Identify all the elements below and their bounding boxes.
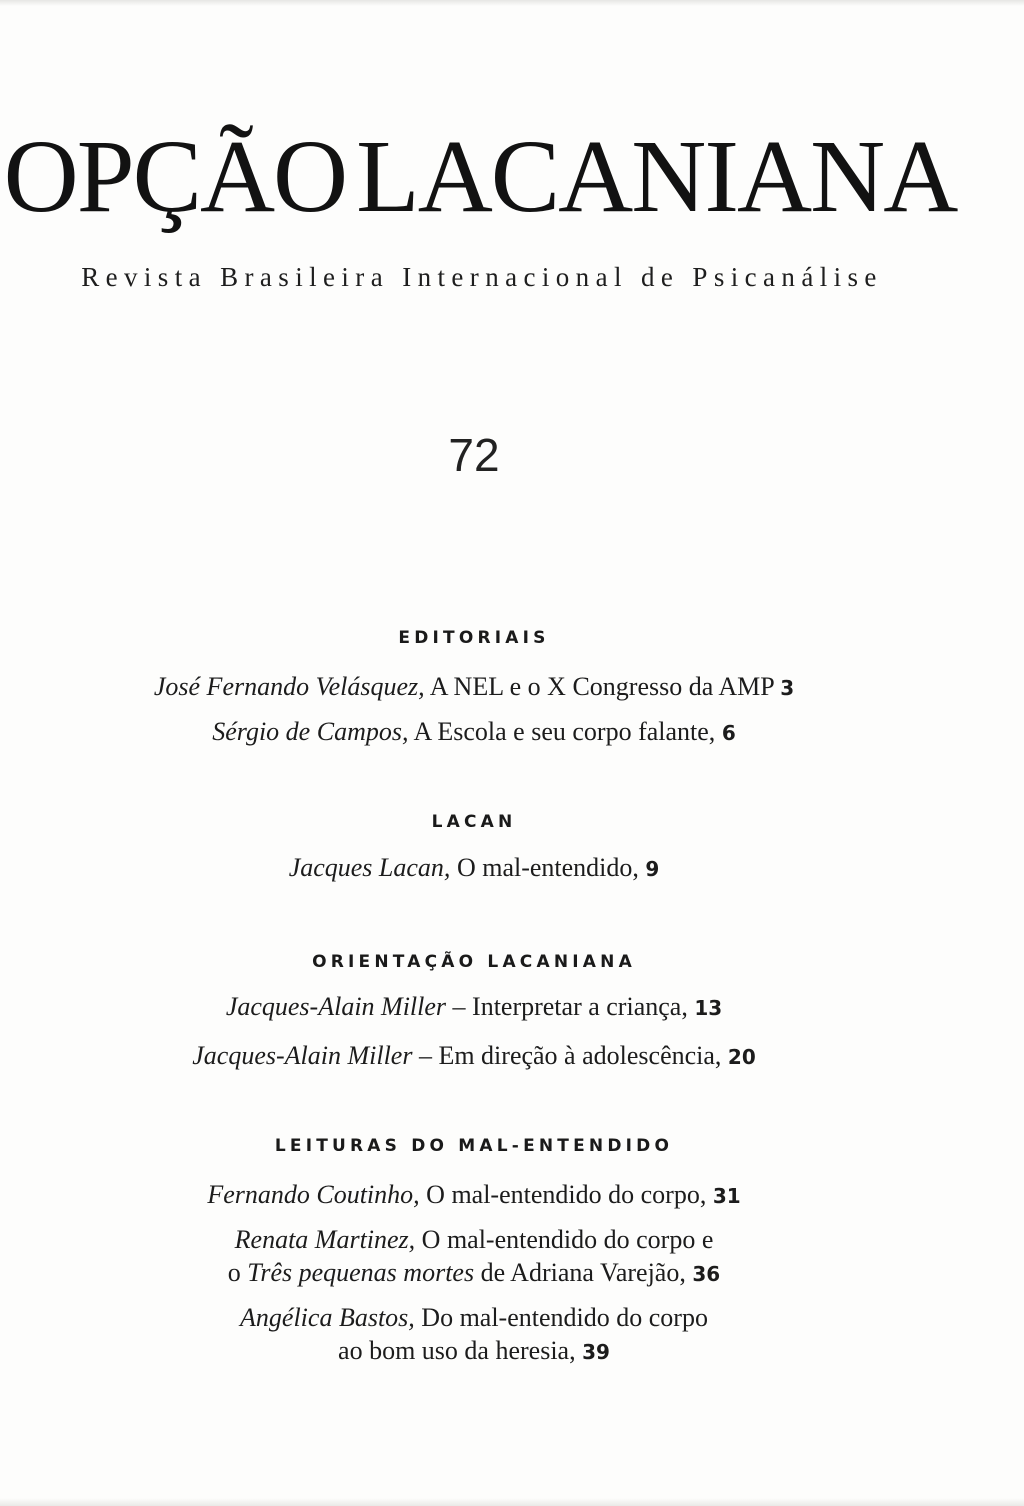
section-heading: ORIENTAÇÃO LACANIANA <box>312 952 636 972</box>
entry-page-number: 9 <box>645 857 660 881</box>
entry-title: O mal-entendido do corpo, <box>419 1180 713 1209</box>
issue-number: 72 <box>448 429 500 481</box>
toc-entry <box>0 990 948 1025</box>
entry-line-1 <box>0 1301 948 1334</box>
entry-title: O mal-entendido, <box>450 853 646 882</box>
toc-entry <box>0 851 948 886</box>
entry-author: Jacques-Alain Miller <box>225 992 447 1021</box>
section-heading: LACAN <box>431 812 517 832</box>
entry-title: A Escola e seu corpo falante, <box>408 717 722 746</box>
toc-entry <box>0 670 948 705</box>
journal-title-part-1: OPÇÃO <box>3 119 347 234</box>
entry-work-title: Três pequenas mortes <box>247 1258 475 1287</box>
section-editoriais <box>0 626 948 750</box>
toc-entry <box>0 1039 948 1074</box>
entry-page-number: 6 <box>721 721 736 745</box>
entry-line-1 <box>0 1223 948 1256</box>
entry-author: Fernando Coutinho, <box>207 1180 420 1209</box>
entry-title: – Em direção à adolescência, <box>412 1041 728 1070</box>
entry-author: Sérgio de Campos, <box>212 717 409 746</box>
entry-line-2 <box>0 1256 948 1291</box>
entry-title: – Interpretar a criança, <box>446 992 695 1021</box>
toc-entry <box>0 1301 948 1369</box>
toc-entry <box>0 1223 948 1291</box>
entry-title: A NEL e o X Congresso da AMP <box>424 672 781 701</box>
entry-title-suffix: de Adriana Varejão, <box>474 1258 693 1287</box>
entry-author: Renata Martinez, <box>234 1225 416 1254</box>
entry-title-suffix: ao bom uso da heresia, <box>338 1336 583 1365</box>
entry-author: Jacques-Alain Miller <box>192 1041 413 1070</box>
toc-entry <box>0 715 948 750</box>
entry-page-number: 39 <box>582 1340 610 1364</box>
journal-title <box>0 118 960 236</box>
toc-entry <box>0 1178 948 1213</box>
entry-page-number: 36 <box>692 1262 721 1286</box>
section-orientacao-lacaniana <box>0 950 948 1074</box>
entry-author: José Fernando Velásquez, <box>153 672 425 701</box>
entry-title: O mal-entendido do corpo e <box>415 1225 714 1254</box>
entry-page-number: 13 <box>694 996 723 1020</box>
entry-title-prefix: o <box>227 1258 248 1287</box>
entry-author: Angélica Bastos, <box>240 1303 415 1332</box>
entry-title: Do mal-entendido do corpo <box>414 1303 708 1332</box>
section-heading: LEITURAS DO MAL-ENTENDIDO <box>274 1136 674 1156</box>
entry-page-number: 31 <box>712 1184 741 1208</box>
entry-page-number: 20 <box>727 1045 756 1069</box>
scan-edge-bottom <box>0 1498 1024 1506</box>
entry-page-number: 3 <box>780 676 795 700</box>
journal-subtitle: Revista Brasileira Internacional de Psicanálise <box>81 262 883 292</box>
scan-edge-top <box>0 0 1024 6</box>
entry-author: Jacques Lacan, <box>288 853 451 882</box>
section-heading: EDITORIAIS <box>398 628 550 648</box>
section-lacan <box>0 810 948 886</box>
entry-line-2 <box>0 1334 948 1369</box>
section-leituras-do-mal-entendido <box>0 1134 948 1369</box>
journal-title-part-2: LACANIANA <box>356 119 957 234</box>
